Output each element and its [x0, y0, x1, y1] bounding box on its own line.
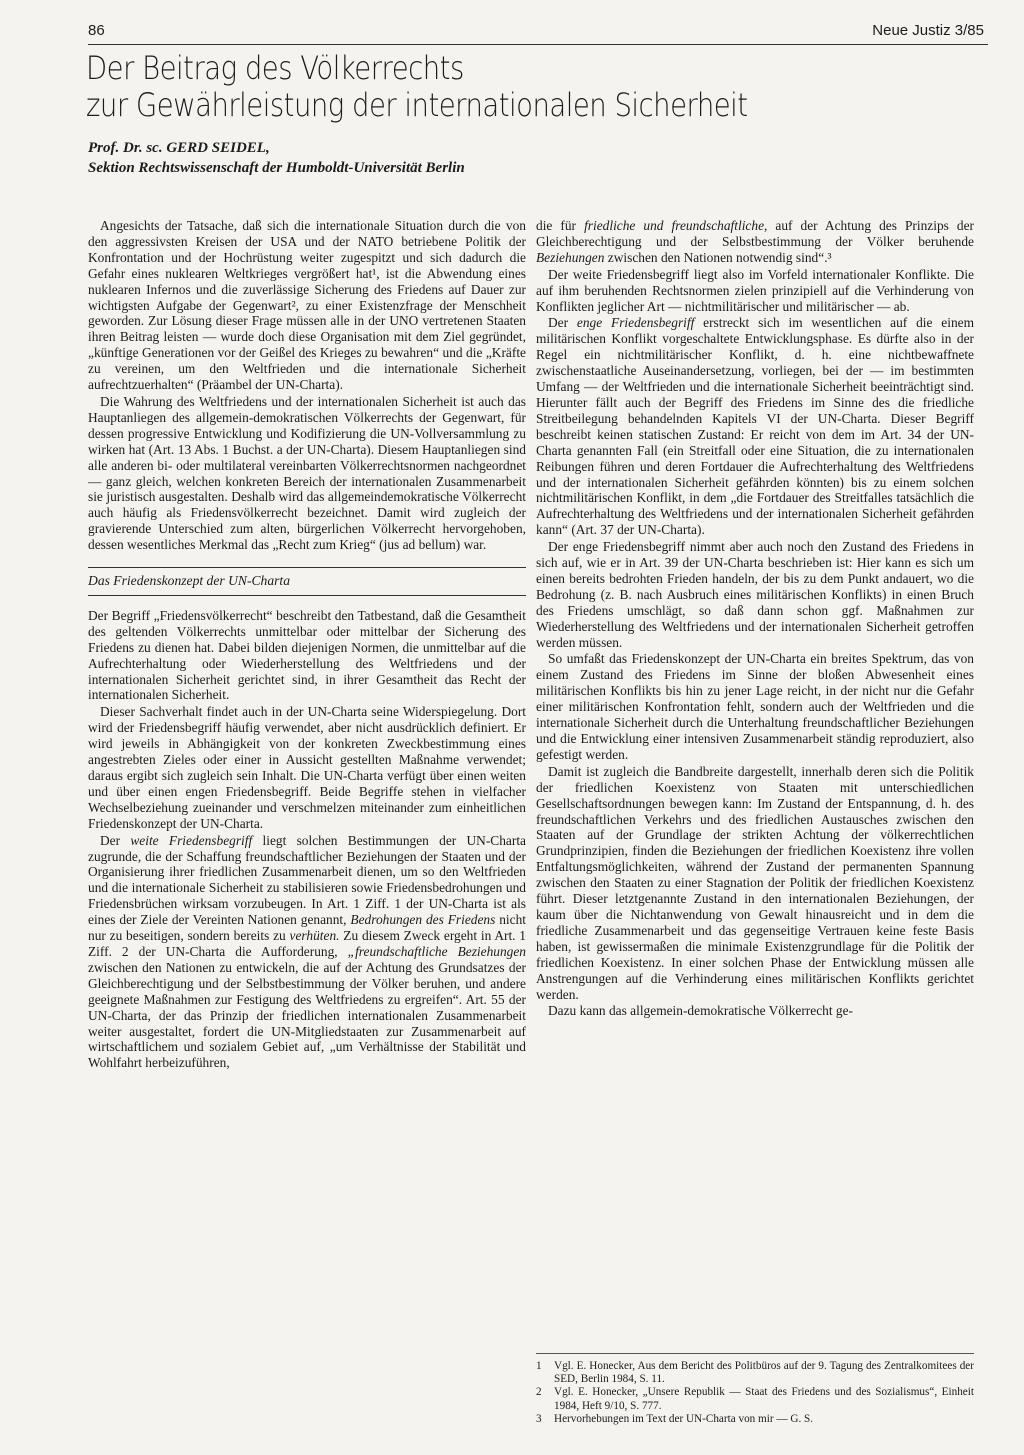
author-affiliation: Sektion Rechtswissenschaft der Humboldt-Universität Berlin: [88, 160, 465, 176]
paragraph: Dazu kann das allgemein-demokratische Völkerrecht ge-: [548, 1003, 854, 1019]
footnote: [536, 1360, 974, 1386]
right-column: [536, 218, 974, 1019]
journal-reference: Neue Justiz 3/85: [872, 22, 984, 39]
footnote-number: 2: [536, 1386, 542, 1399]
footnote: [536, 1413, 974, 1426]
emphasis: enge Friedensbegriff: [576, 315, 695, 331]
emphasis: weite Friedensbegriff: [130, 832, 253, 848]
emphasis: friedliche und freundschaftliche,: [584, 218, 768, 233]
emphasis: Beziehungen: [536, 249, 605, 265]
paragraph: Der enge Friedensbegriff nimmt aber auch noch den Zustand des Friedens in sich auf, wie er in Art. 39 der UN-Charta beschrieben ist: Hier kann es sich um einen bereits bedrohten Frieden handeln, der bis zu dem Punkt andauert, wo die Bedrohung (z. B. nach Ausbruch eines militärischen Konflikts) in einen Bruch des Friedens umschlägt, so daß dann schon ggf. Maßnahmen zur Wiederherstellung des Weltfriedens und der internationalen Sicherheit getroffen werden müssen.: [536, 539, 974, 650]
paragraph: So umfaßt das Friedenskonzept der UN-Charta ein breites Spektrum, das von einem Zustand des Friedens im Sinne der bloßen Abwesenheit eines militärischen Konflikts bis hin zu jener Lage reicht, in der nicht nur die Gefahr einer militärischen Konfrontation fehlt, sondern auch der Weltfrieden und die internationale Sicherheit durch die Unterhaltung freundschaftlicher Beziehungen und die Entwicklung einer intensiven Zusammenarbeit ständig reproduziert, also gefestigt werden.: [536, 651, 974, 762]
page-number: 86: [88, 22, 105, 39]
section-heading-block: [88, 567, 526, 596]
footnote-number: 1: [536, 1360, 542, 1372]
author-block: [88, 138, 788, 178]
emphasis: „freundschaftliche Beziehungen: [347, 943, 526, 959]
emphasis: verhüten.: [289, 928, 340, 944]
footnote-text: Vgl. E. Honecker, „Unsere Republik — Staat des Friedens und des Sozialismus“, Einheit 1984, Heft 9/10, S. 777.: [554, 1386, 974, 1412]
paragraph: Angesichts der Tatsache, daß sich die internationale Situation durch die von den aggressivsten Kreisen der USA und der NATO betriebene Politik der Konfrontation und der Hochrüstung weiter zugespitzt und sich dadurch die Gefahr eines nuklearen Weltkrieges vergrößert hat¹, ist die Abwendung eines nuklearen Infernos und die zuverlässige Sicherung des Friedens auf Dauer zur wichtigsten Aufgabe der Gegenwart², zu einer Existenzfrage der Menschheit geworden. Zur Lösung dieser Frage müssen alle in der UNO vertretenen Staaten ihren Beitrag leisten — wurde doch diese Organisation mit dem Ziel gegründet, „künftige Generationen vor der Geißel des Krieges zu bewahren“ und die „Kräfte zu vereinen, um den Weltfrieden und die internationale Sicherheit aufrechtzuerhalten“ (Präambel der UN-Charta).: [88, 218, 526, 393]
paragraph: Die Wahrung des Weltfriedens und der internationalen Sicherheit ist auch das Hauptanliegen des allgemein-demokratischen Völkerrechts der Gegenwart, für dessen progressive Entwicklung und Kodifizierung die UN-Vollversammlung zu wirken hat (Art. 13 Abs. 1 Buchst. a der UN-Charta). Diesem Hauptanliegen sind alle anderen bi- oder multilateral vereinbarten Völkerrechtsnormen nachgeordnet — ganz gleich, welchen konkreten Bereich der internationalen Zusammenarbeit sie juristisch ausgestalten. Deshalb wird das allgemeindemokratische Völkerrecht auch häufig als Friedensvölkerrecht bezeichnet. Damit wird zugleich der gravierende Unterschied zum alten, bürgerlichen Völkerrecht hervorgehoben, dessen wesentliches Merkmal das „Recht zum Krieg“ (jus ad bellum) war.: [88, 393, 526, 553]
paragraph: Dieser Sachverhalt findet auch in der UN-Charta seine Widerspiegelung. Dort wird der Friedensbegriff häufig verwendet, aber nicht ausdrücklich definiert. Er wird jeweils in Abhängigkeit von der konkreten Zweckbestimmung eines angestrebten Zieles oder einer in Aussicht gestellten Maßnahme verwendet; daraus ergibt sich zugleich sein Inhalt. Die UN-Charta verfügt über einen weiten und über einen engen Friedensbegriff. Beide Begriffe stehen in vielfacher Wechselbeziehung zueinander und verschmelzen miteinander zum einheitlichen Friedenskonzept der UN-Charta.: [88, 704, 526, 831]
footnote-number: 3: [536, 1412, 542, 1425]
footnote-text: Vgl. E. Honecker, Aus dem Bericht des Politbüros auf der 9. Tagung des Zentralkomitees der SED, Berlin 1984, S. 11.: [554, 1360, 974, 1386]
paragraph: Damit ist zugleich die Bandbreite dargestellt, innerhalb deren sich die Politik der friedlichen Koexistenz von Staaten mit unterschiedlichen Gesellschaftsordnungen bewegen kann: Im Zustand der Entspannung, d. h. des freundschaftlichen Verkehrs und des friedlichen Austausches zwischen den Staaten auf der Grundlage der strikten Achtung der völkerrechtlichen Grundprinzipien, finden die Beziehungen der friedlichen Koexistenz ihre vollen Entfaltungsmöglichkeiten, während der Zustand der permanenten Spannung zwischen den Staaten zu einer Stagnation der Politik der friedlichen Koexistenz führt. Dieser letztgenannte Zustand in den internationalen Beziehungen, der kaum über die Nichtanwendung von Gewalt hinausreicht und in dem die friedliche Zusammenarbeit und das gegenseitige Vertrauen keine feste Basis haben, ist gewissermaßen die minimale Existenzgrundlage für die Politik der friedlichen Koexistenz. In einer solchen Phase der Entwicklung müssen alle Anstrengungen auf die Verhinderung eines militärischen Konflikts gerichtet werden.: [536, 763, 974, 1002]
author-name: Prof. Dr. sc. GERD SEIDEL,: [88, 140, 270, 156]
emphasis: Bedrohungen des Friedens: [350, 912, 496, 928]
title-line-2: zur Gewährleistung der internationalen Sicherheit: [86, 86, 748, 124]
paragraph: Der Begriff „Friedensvölkerrecht“ beschreibt den Tatbestand, daß die Gesamtheit des geltenden Völkerrechts unmittelbar oder mittelbar der Sicherung des Friedens zu dienen hat. Dabei bilden diejenigen Normen, die unmittelbar auf die Aufrechterhaltung oder Wiederherstellung des Weltfriedens und der internationalen Sicherheit gerichtet sind, in ihrer Gesamtheit das Recht der internationalen Sicherheit.: [88, 607, 526, 703]
section-heading: Das Friedenskonzept der UN-Charta: [88, 573, 291, 589]
paragraph: Der enge Friedensbegriff erstreckt sich im wesentlichen auf die einem militärischen Konflikt vorgeschaltete Entwicklungsphase. Es dürfte also in der Regel ein nichtmilitärischer Konflikt, d. h. eine nichtbewaffnete zwischenstaatliche Auseinandersetzung, vorliegen, bei der — im bestimmten Umfang — der Weltfrieden und die internationale Sicherheit beeinträchtigt sind. Hierunter fällt auch der Begriff des Friedens im Sinne des die friedliche Streitbeilegung behandelnden Kapitels VI der UN-Charta. Dieser Begriff beschreibt keinen statischen Zustand: Er reicht von dem im Art. 34 der UN-Charta genannten Fall (ein Streitfall oder eine Situation, die zu internationalen Reibungen führen und deren Fortdauer die Aufrechterhaltung des Weltfriedens und der internationalen Sicherheit gefährden könnten) bis zu einem solchen nichtmilitärischen Konflikt, in dem „die Fortdauer des Streitfalles tatsächlich die Aufrechterhaltung des Weltfriedens und der internationalen Sicherheit gefährden kann“ (Art. 37 der UN-Charta).: [536, 315, 974, 538]
running-head: [88, 20, 988, 45]
footnote: [536, 1386, 974, 1412]
footnote-text: Hervorhebungen im Text der UN-Charta von mir — G. S.: [554, 1412, 814, 1425]
left-column: [88, 218, 526, 1071]
article-title: [86, 50, 860, 124]
footnotes: [536, 1353, 974, 1426]
paragraph: Der weite Friedensbegriff liegt also im Vorfeld internationaler Konflikte. Die auf ihm beruhenden Rechtsnormen zielen prinzipiell auf die Verhinderung von Konflikten jeglicher Art — nichtmilitärischer und militärischer — ab.: [536, 266, 974, 314]
paragraph: Der weite Friedensbegriff liegt solchen Bestimmungen der UN-Charta zugrunde, die der Schaffung freundschaftlicher Beziehungen der Staaten und der Organisierung ihrer friedlichen Zusammenarbeit dienen, um so den Weltfrieden und die internationale Sicherheit zu stabilisieren sowie Friedensbedrohungen und Friedensbrüchen wirksam vorzubeugen. In Art. 1 Ziff. 1 der UN-Charta ist als eines der Ziele der Vereinten Nationen genannt, Bedrohungen des Friedens nicht nur zu beseitigen, sondern bereits zu verhüten. Zu diesem Zweck ergeht in Art. 1 Ziff. 2 der UN-Charta die Aufforderung, „freundschaftliche Beziehungen zwischen den Nationen zu entwickeln, die auf der Achtung des Grundsatzes der Gleichberechtigung und der Selbstbestimmung der Völker beruhen, und andere geeignete Maßnahmen zur Festigung des Weltfriedens zu ergreifen“. Art. 55 der UN-Charta, der das Prinzip der friedlichen internationalen Zusammenarbeit weiter ausgestaltet, fordert die UN-Mitgliedstaaten zur Zusammenarbeit auf wirtschaftlichem und sozialem Gebiet auf, „um Verhältnisse der Stabilität und Wohlfahrt herbeizuführen,: [88, 832, 526, 1071]
title-line-1: Der Beitrag des Völkerrechts: [86, 49, 464, 87]
paragraph: die für friedliche und freundschaftliche, auf der Achtung des Prinzips der Gleichberechtigung und der Selbstbestimmung der Völker beruhende Beziehungen zwischen den Nationen notwendig sind“.³: [536, 218, 975, 265]
